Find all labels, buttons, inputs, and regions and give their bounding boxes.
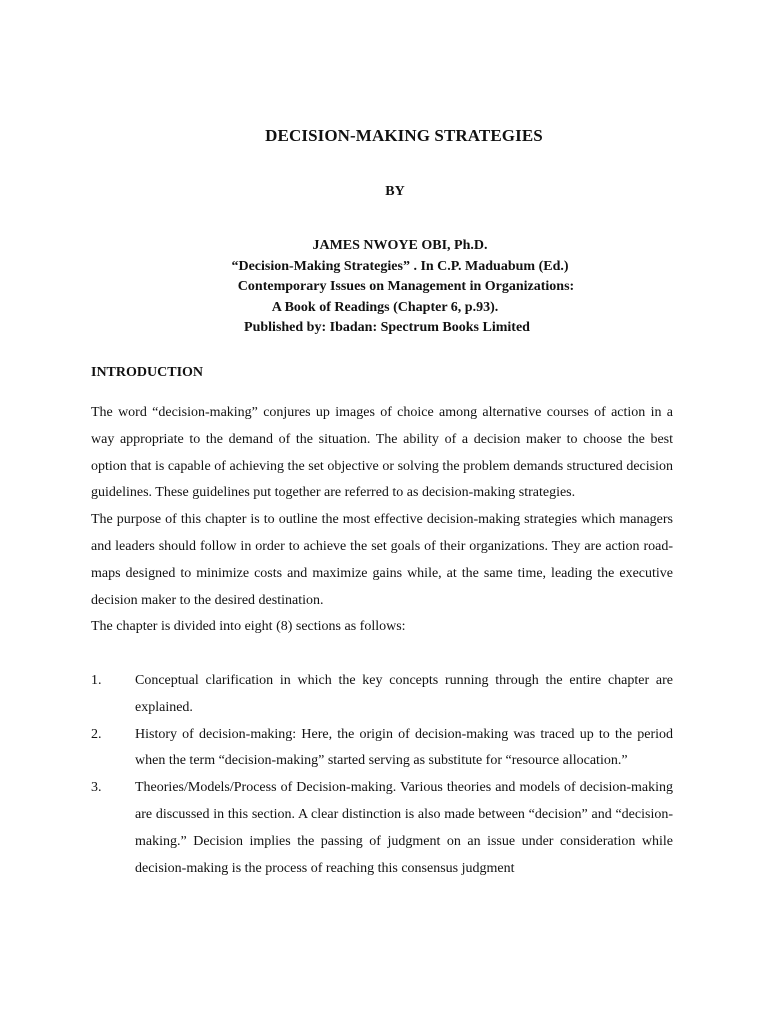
list-item-number: 3. [91,780,102,796]
paragraph: The word “decision-making” conjures up images of choice among alternative courses of action in a way appropriate to the demand of the situation. The ability of a decision maker to choose the best option that is capable of achieving the set objective or solving the problem demands structured decision guidelines. These guidelines put together are referred to as decision-making strategies. [91,405,673,501]
citation-book-title: Contemporary Issues on Management in Organizations: [237,279,575,294]
sections-list [91,668,673,882]
document-title: DECISION-MAKING STRATEGIES [265,126,543,145]
list-item-number: 1. [91,673,102,688]
citation-publisher: Published by: Ibadan: Spectrum Books Limited [244,320,530,335]
list-item [91,722,673,776]
citation-book-subtitle: A Book of Readings (Chapter 6, p.93). [271,299,499,315]
section-heading-introduction: INTRODUCTION [91,365,204,380]
list-item-text: Conceptual clarification in which the key concepts running through the entire chapter are explained. [135,673,673,715]
byline-label: BY [385,184,405,199]
paragraph: The chapter is divided into eight (8) sections as follows: [91,619,406,635]
author-name: JAMES NWOYE OBI, Ph.D. [312,238,488,253]
citation-block [0,236,768,339]
citation-chapter: “Decision-Making Strategies” . In C.P. Maduabum (Ed.) [231,258,569,274]
list-item [91,775,673,882]
introduction-body [91,400,673,641]
paragraph: The purpose of this chapter is to outline the most effective decision-making strategies which managers and leaders should follow in order to achieve the set goals of their organizations. They are action road-maps designed to minimize costs and maximize gains while, at the same time, leading the executive decision maker to the desired destination. [91,512,673,608]
list-item [91,668,673,722]
list-item-number: 2. [91,726,102,742]
list-item-text: Theories/Models/Process of Decision-making. Various theories and models of decision-making are discussed in this section. A clear distinction is also made between “decision” and “decision-making.” Decision implies the passing of judgment on an issue under consideration while decision-making is the process of reaching this consensus judgment [135,780,673,876]
list-item-text: History of decision-making: Here, the origin of decision-making was traced up to the period when the term “decision-making” started serving as substitute for “resource allocation.” [135,726,673,769]
